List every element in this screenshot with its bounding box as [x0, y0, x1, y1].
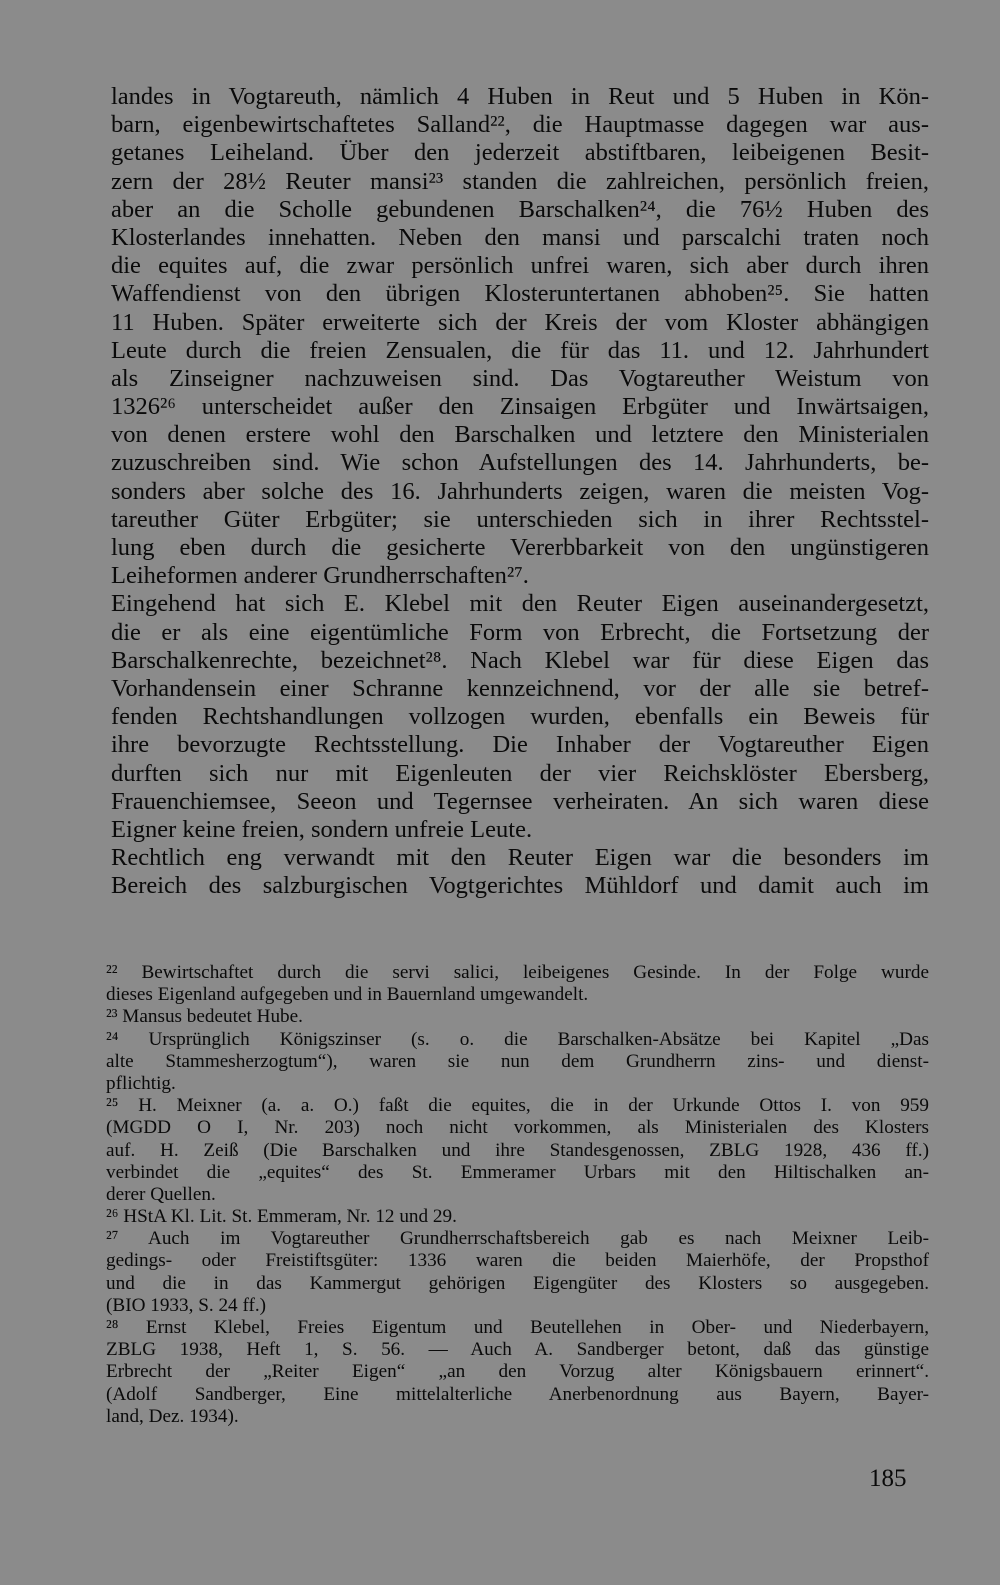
footnote-line: ²⁵ H. Meixner (a. a. O.) faßt die equites, die in der Urkunde Ottos I. von 959: [106, 1095, 929, 1117]
footnote-line: verbindet die „equites“ des St. Emmeramer Urbars mit den Hiltischalken an-: [106, 1161, 929, 1183]
text-line: aber an die Scholle gebundenen Barschalken²⁴, die 76½ Huben des: [111, 195, 929, 223]
text-line: als Zinseigner nachzuweisen sind. Das Vogtareuther Weistum von: [111, 364, 929, 392]
text-line: Frauenchiemsee, Seeon und Tegernsee verheiraten. An sich waren diese: [111, 787, 929, 815]
text-line: ihre bevorzugte Rechtsstellung. Die Inhaber der Vogtareuther Eigen: [111, 731, 929, 759]
footnote-line: ²⁶ HStA Kl. Lit. St. Emmeram, Nr. 12 und 29.: [106, 1206, 457, 1228]
text-line: 11 Huben. Später erweiterte sich der Kreis der vom Kloster abhängigen: [111, 308, 929, 336]
text-line: zuzuschreiben sind. Wie schon Aufstellungen des 14. Jahrhunderts, be-: [111, 449, 929, 477]
footnote-line: und die in das Kammergut gehörigen Eigengüter des Klosters so ausgegeben.: [106, 1272, 929, 1294]
footnote-line: (Adolf Sandberger, Eine mittelalterliche Anerbenordnung aus Bayern, Bayer-: [106, 1383, 929, 1405]
footnote-line: alte Stammesherzogtum“), waren sie nun dem Grundherrn zins- und dienst-: [106, 1050, 929, 1072]
footnote-line: land, Dez. 1934).: [106, 1405, 239, 1427]
text-line: die equites auf, die zwar persönlich unfrei waren, sich aber durch ihren: [111, 252, 929, 280]
text-line: durften sich nur mit Eigenleuten der vier Reichsklöster Ebersberg,: [111, 759, 929, 787]
text-line: Waffendienst von den übrigen Klosteruntertanen abhoben²⁵. Sie hatten: [111, 280, 929, 308]
page-number: 185: [869, 1465, 907, 1492]
footnote-line: ZBLG 1938, Heft 1, S. 56. — Auch A. Sandberger betont, daß das günstige: [106, 1339, 929, 1361]
text-line: sonders aber solche des 16. Jahrhunderts zeigen, waren die meisten Vog-: [111, 477, 929, 505]
text-line: barn, eigenbewirtschaftetes Salland²², die Hauptmasse dagegen war aus-: [111, 111, 929, 139]
footnote-line: ²⁸ Ernst Klebel, Freies Eigentum und Beutellehen in Ober- und Niederbayern,: [106, 1317, 929, 1338]
footnote-line: ²⁷ Auch im Vogtareuther Grundherrschaftsbereich gab es nach Meixner Leib-: [106, 1228, 929, 1250]
body-text: [111, 83, 929, 900]
footnote-line: ²³ Mansus bedeutet Hube.: [106, 1006, 303, 1028]
footnote-line: ²⁴ Ursprünglich Königszinser (s. o. die Barschalken-Absätze bei Kapitel „Das: [106, 1028, 929, 1050]
text-line: 1326²⁶ unterscheidet außer den Zinsaigen Erbgüter und Inwärtsaigen,: [111, 393, 929, 421]
text-line: die er als eine eigentümliche Form von Erbrecht, die Fortsetzung der: [111, 618, 929, 646]
text-line: Vorhandensein einer Schranne kennzeichnend, vor der alle sie betref-: [111, 674, 929, 702]
text-line: lung eben durch die gesicherte Vererbbarkeit von den ungünstigeren: [111, 534, 929, 561]
footnote-line: auf. H. Zeiß (Die Barschalken und ihre Standesgenossen, ZBLG 1928, 436 ff.): [106, 1139, 929, 1161]
text-line: getanes Leiheland. Über den jederzeit abstiftbaren, leibeigenen Besit-: [111, 139, 929, 167]
text-line: Klosterlandes innehatten. Neben den mansi und parscalchi traten noch: [111, 223, 929, 251]
footnote-line: gedings- oder Freistiftsgüter: 1336 waren die beiden Maierhöfe, der Propsthof: [106, 1250, 929, 1272]
text-line: zern der 28½ Reuter mansi²³ standen die zahlreichen, persönlich freien,: [111, 167, 929, 195]
text-line: Leiheformen anderer Grundherrschaften²⁷.: [111, 562, 529, 590]
footnote-line: pflichtig.: [106, 1072, 176, 1094]
footnote-line: derer Quellen.: [106, 1183, 216, 1205]
text-line: landes in Vogtareuth, nämlich 4 Huben in Reut und 5 Huben in Kön-: [111, 83, 929, 110]
text-line: tareuther Güter Erbgüter; sie unterschieden sich in ihrer Rechtsstel-: [111, 505, 929, 533]
footnotes: [106, 962, 929, 1428]
footnote-line: (BIO 1933, S. 24 ff.): [106, 1294, 267, 1316]
text-line: Rechtlich eng verwandt mit den Reuter Eigen war die besonders im: [111, 844, 929, 872]
text-line: Eigner keine freien, sondern unfreie Leute.: [111, 815, 533, 843]
text-line: Bereich des salzburgischen Vogtgerichtes Mühldorf und damit auch im: [111, 872, 929, 900]
text-line: Barschalkenrechte, bezeichnet²⁸. Nach Klebel war für diese Eigen das: [111, 646, 929, 674]
footnote-line: (MGDD O I, Nr. 203) noch nicht vorkommen, als Ministerialen des Klosters: [106, 1117, 929, 1139]
text-line: Eingehend hat sich E. Klebel mit den Reuter Eigen auseinandergesetzt,: [111, 590, 929, 618]
footnote-line: dieses Eigenland aufgegeben und in Bauernland umgewandelt.: [106, 984, 589, 1006]
footnote-line: Erbrecht der „Reiter Eigen“ „an den Vorzug alter Königsbauern erinnert“.: [106, 1361, 929, 1383]
text-line: von denen erstere wohl den Barschalken und letztere den Ministerialen: [111, 421, 929, 449]
footnote-line: ²² Bewirtschaftet durch die servi salici, leibeigenes Gesinde. In der Folge wurde: [106, 962, 929, 983]
text-line: fenden Rechtshandlungen vollzogen wurden, ebenfalls ein Beweis für: [111, 703, 929, 731]
text-line: Leute durch die freien Zensualen, die für das 11. und 12. Jahrhundert: [111, 336, 929, 364]
